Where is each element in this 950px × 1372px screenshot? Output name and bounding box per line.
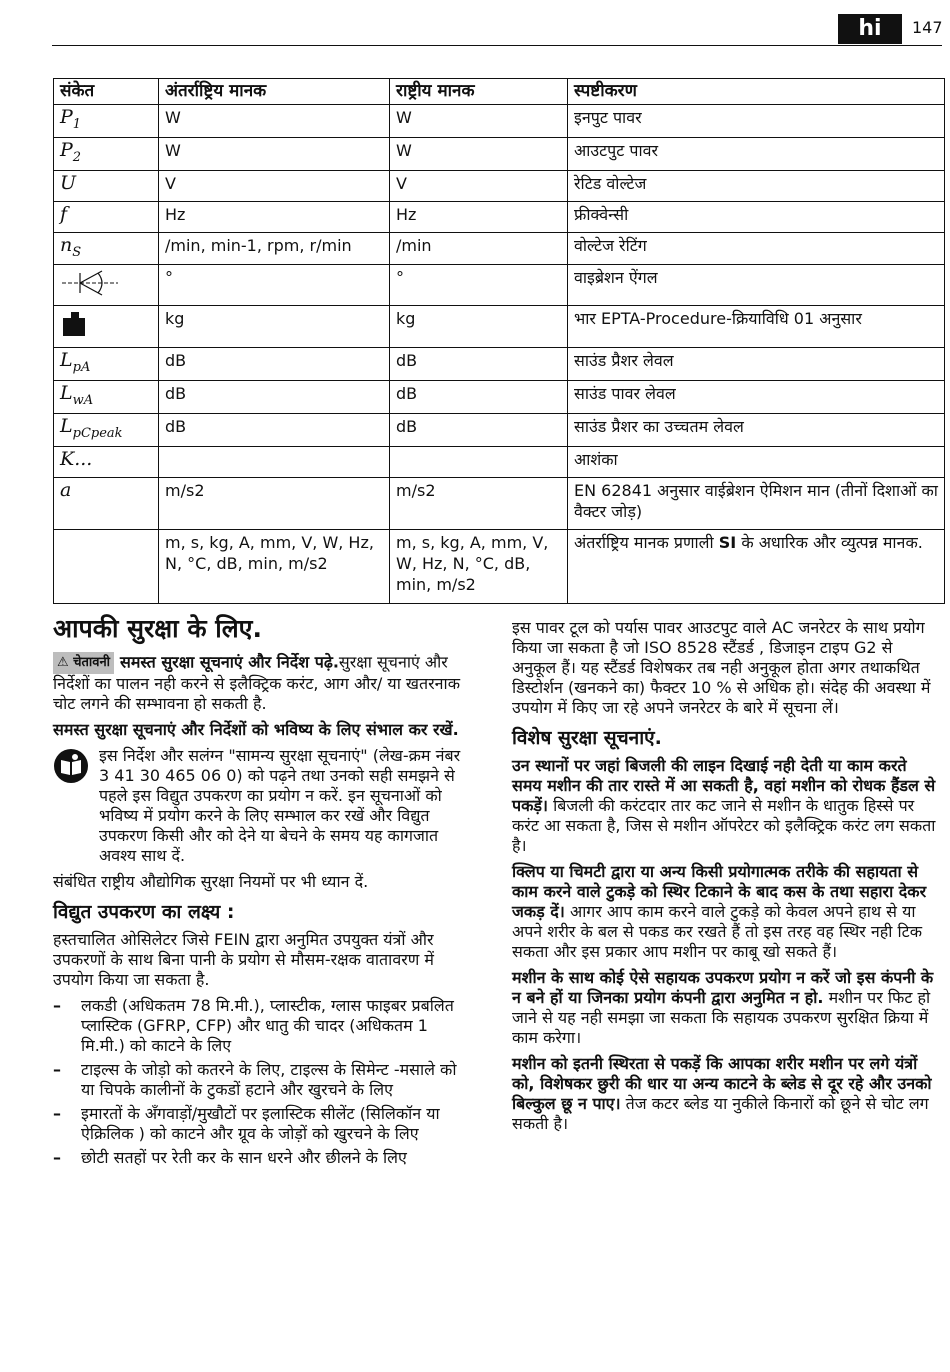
list-item: – टाइल्स के जोड़ो को कतरने के लिए, टाइल्स के सिमेन्ट -मसाले को या चिपके कालीनों के टुकडों हटाने और खुरचने के लिए	[53, 1060, 457, 1099]
symbol-cell: K...	[54, 446, 159, 477]
expl-cell: इनपुट पावर	[568, 105, 945, 138]
symbol-cell: $L_{wA}$	[54, 381, 159, 414]
expl-cell: भार EPTA-Procedure-क्रियाविधि 01 अनुसार	[568, 306, 945, 348]
expl-cell: EN 62841 अनुसार वाईब्रेशन ऐमिशन मान (तीनों दिशाओं का वैक्टर जोड़)	[568, 477, 945, 529]
read-manual-text: इस निर्देश और सलंग्न "सामन्य सुरक्षा सूचनाएं" (लेख-क्रम नंबर 3 41 30 465 06 0) को पढ़ने तथा उनको सही समझने से पहले इस विद्युत उपकरण का प्रयोग न करें. इन सूचनाओं को भविष्य में प्रयोग करने के लिए सम्भाल कर रखें और विद्युत उपकरण किसी और को देने या बेचने के समय यह कागजात अवश्य साथ दें.	[99, 746, 461, 865]
warning-triangle-icon: ⚠	[57, 655, 69, 670]
table-row	[54, 170, 945, 201]
page-number: 147	[912, 18, 943, 37]
special-safety-title: विशेष सुरक्षा सूचनाएं.	[512, 727, 662, 749]
header-international: अंतर्राष्ट्रिय मानक	[159, 79, 390, 105]
nat-cell: dB	[390, 413, 568, 446]
intl-cell: W	[159, 105, 390, 138]
symbol-cell: f	[54, 201, 159, 232]
national-rules-text: संबंधित राष्ट्रीय औद्योगिक सुरक्षा नियमों पर भी ध्यान दें.	[53, 872, 369, 891]
expl-cell: आउटपुट पावर	[568, 137, 945, 170]
intl-cell: V	[159, 170, 390, 201]
left-column	[53, 612, 471, 1172]
intl-cell: °	[159, 265, 390, 306]
nat-cell: W	[390, 137, 568, 170]
symbol-cell: $P_1$	[54, 105, 159, 138]
intl-cell: m/s2	[159, 477, 390, 529]
expl-cell: रेटिड वोल्टेज	[568, 170, 945, 201]
intl-cell: Hz	[159, 201, 390, 232]
table-row	[54, 265, 945, 306]
intl-cell: kg	[159, 306, 390, 348]
nat-cell: dB	[390, 381, 568, 414]
header-symbol: संकेत	[54, 79, 159, 105]
expl-cell: वोल्टेज रेटिंग	[568, 232, 945, 265]
warning-badge: ⚠ चेतावनी	[53, 652, 114, 674]
table-row	[54, 232, 945, 265]
header-explanation: स्पष्टीकरण	[568, 79, 945, 105]
nat-cell: m/s2	[390, 477, 568, 529]
intl-cell: dB	[159, 381, 390, 414]
intl-cell	[159, 446, 390, 477]
expl-cell: फ्रीक्वेन्सी	[568, 201, 945, 232]
nat-cell: V	[390, 170, 568, 201]
nat-cell: m, s, kg, A, mm, V, W, Hz, N, °C, dB, min, m/s2	[390, 529, 568, 603]
table-row	[54, 348, 945, 381]
table-row	[54, 529, 945, 603]
safety-paragraph: मशीन के साथ कोई ऐसे सहायक उपकरण प्रयोग न करें जो इस कंपनी के न बने हों या जिनका प्रयोग कंपनी द्वारा अनुमित न हो. मशीन पर फिट हो जाने से यह नही समझा जा सकता कि सहायक उपकरण सुरक्षित क्रिया में काम करेगा।	[512, 968, 934, 1047]
safety-title: आपकी सुरक्षा के लिए.	[53, 614, 263, 643]
table-row	[54, 137, 945, 170]
expl-cell: साउंड पावर लेवल	[568, 381, 945, 414]
expl-cell: साउंड प्रैशर लेवल	[568, 348, 945, 381]
symbol-cell	[54, 265, 159, 306]
vibration-angle-icon	[60, 267, 120, 299]
purpose-text: हस्तचालित ओसिलेटर जिसे FEIN द्वारा अनुमित उपयुक्त यंत्रों और उपकरणों के साथ बिना पानी के प्रयोग से मौसम-रक्षक वातावरण में उपयोग किया जा सकता है.	[53, 930, 434, 989]
symbol-cell: $L_{pA}$	[54, 348, 159, 381]
symbol-cell: $n_S$	[54, 232, 159, 265]
nat-cell: Hz	[390, 201, 568, 232]
header-national: राष्ट्रीय मानक	[390, 79, 568, 105]
use-list	[53, 996, 471, 1168]
list-item: – छोटी सतहों पर रेती कर के सान धरने और छीलने के लिए	[53, 1148, 407, 1167]
symbol-cell	[54, 306, 159, 348]
table-row	[54, 105, 945, 138]
intl-cell: dB	[159, 348, 390, 381]
keep-instructions: समस्त सुरक्षा सूचनाएं और निर्देशों को भविष्य के लिए संभाल कर रखें.	[53, 720, 459, 739]
intl-cell: m, s, kg, A, mm, V, W, Hz, N, °C, dB, min, m/s2	[159, 529, 390, 603]
safety-paragraph: क्लिप या चिमटी द्वारा या अन्य किसी प्रयोगात्मक तरीके की सहायता से काम करने वाले टुकड़े को स्थिर टिकाने के बाद कस के तथा सहारा देकर जकड़ दें। आगर आप काम करने वाले टुकड़े को केवल अपने हाथ से या अपने शरीर के बल से पकड कर रखते हैं तो इस तरह वह स्थिर नही टिक सकता और इस प्रकार आप मशीन पर काबू खो सकते हैं।	[512, 862, 927, 961]
generator-text: इस पावर टूल को पर्यास पावर आउटपुट वाले AC जनरेटर के साथ प्रयोग किया जा सकता है जो ISO 8528 स्टैंडर्ड , डिजाइन टाइप G2 से अनुकूल हैं। यह स्टैंडर्ड विशेषकर तब नही अनुकूल होता अगर तथाकथित डिस्टोर्शन (खनकने का) फैक्टर 10 % से अधिक हो। संदेह की अवस्था में उपयोग में किए जा रहे अपने जनरेटर के बारे में सूचना लें।	[512, 618, 931, 717]
symbol-cell: U	[54, 170, 159, 201]
table-row	[54, 306, 945, 348]
table-header-row	[54, 79, 945, 105]
expl-cell: आशंका	[568, 446, 945, 477]
safety-paragraph: मशीन को इतनी स्थिरता से पकड़ें कि आपका शरीर मशीन पर लगे यंत्रों को, विशेषकर छुरी की धार या अन्य काटने के ब्लेड से दूर रहे और उनको बिल्कुल छू न पाए। तेज कटर ब्लेड या नुकीले किनारों को छूने से चोट लग सकती है।	[512, 1054, 932, 1133]
safety-paragraph: उन स्थानों पर जहां बिजली की लाइन दिखाई नही देती या काम करते समय मशीन की तार रास्ते में आ सकती है, वहां मशीन को रोधक हैंडल से पकड़ें। बिजली की करंटदार तार कट जाने से मशीन के धातुक हिस्से पर करंट आ सकता है, जिस से मशीन ऑपरेटर को इलैक्ट्रिक करंट लग सकता है।	[512, 756, 936, 855]
language-badge: hi	[838, 14, 902, 44]
symbol-cell: a	[54, 477, 159, 529]
nat-cell: kg	[390, 306, 568, 348]
right-column	[512, 618, 940, 1140]
table-row	[54, 201, 945, 232]
nat-cell: dB	[390, 348, 568, 381]
intl-cell: /min, min-1, rpm, r/min	[159, 232, 390, 265]
purpose-title: विद्युत उपकरण का लक्ष्य :	[53, 901, 235, 923]
table-row	[54, 381, 945, 414]
symbol-cell: $L_{pCpeak}$	[54, 413, 159, 446]
symbols-table	[53, 78, 945, 604]
expl-cell: वाइब्रेशन ऐंगल	[568, 265, 945, 306]
symbol-cell: $P_2$	[54, 137, 159, 170]
table-row	[54, 446, 945, 477]
warning-paragraph: ⚠ चेतावनी समस्त सुरक्षा सूचनाएं और निर्देश पढ़े.सुरक्षा सूचनाएं और निर्देशों का पालन नही करने से इलैक्ट्रिक करंट, आग और/ या खतरनाक चोट लगने की सम्भावना हो सकती है.	[53, 652, 460, 713]
nat-cell: /min	[390, 232, 568, 265]
nat-cell	[390, 446, 568, 477]
header-rule	[52, 45, 942, 46]
list-item: – लकडी (अधिकतम 78 मि.मी.), प्लास्टीक, ग्लास फाइबर प्रबलित प्लास्टिक (GFRP, CFP) और धातु की चादर (अधिकतम 1 मि.मी.) को काटने के लिए	[53, 996, 454, 1055]
page-header	[52, 14, 942, 46]
table-row	[54, 477, 945, 529]
expl-cell: साउंड प्रैशर का उच्चतम लेवल	[568, 413, 945, 446]
table-row	[54, 413, 945, 446]
read-manual-icon	[53, 748, 91, 789]
expl-cell: अंतर्राष्ट्रिय मानक प्रणाली SI के अधारिक और व्युत्पन्न मानक.	[568, 529, 945, 603]
read-manual-block	[53, 746, 471, 872]
symbol-cell	[54, 529, 159, 603]
intl-cell: dB	[159, 413, 390, 446]
intl-cell: W	[159, 137, 390, 170]
nat-cell: W	[390, 105, 568, 138]
nat-cell: °	[390, 265, 568, 306]
list-item: – इमारतों के अँगवाड़ों/मुखौटों पर इलास्टिक सीलेंट (सिलिकॉन या ऐक्रिलिक ) को काटने और ग्रूव के जोड़ों को खुरचने के लिए	[53, 1104, 440, 1143]
weight-icon	[60, 308, 90, 338]
